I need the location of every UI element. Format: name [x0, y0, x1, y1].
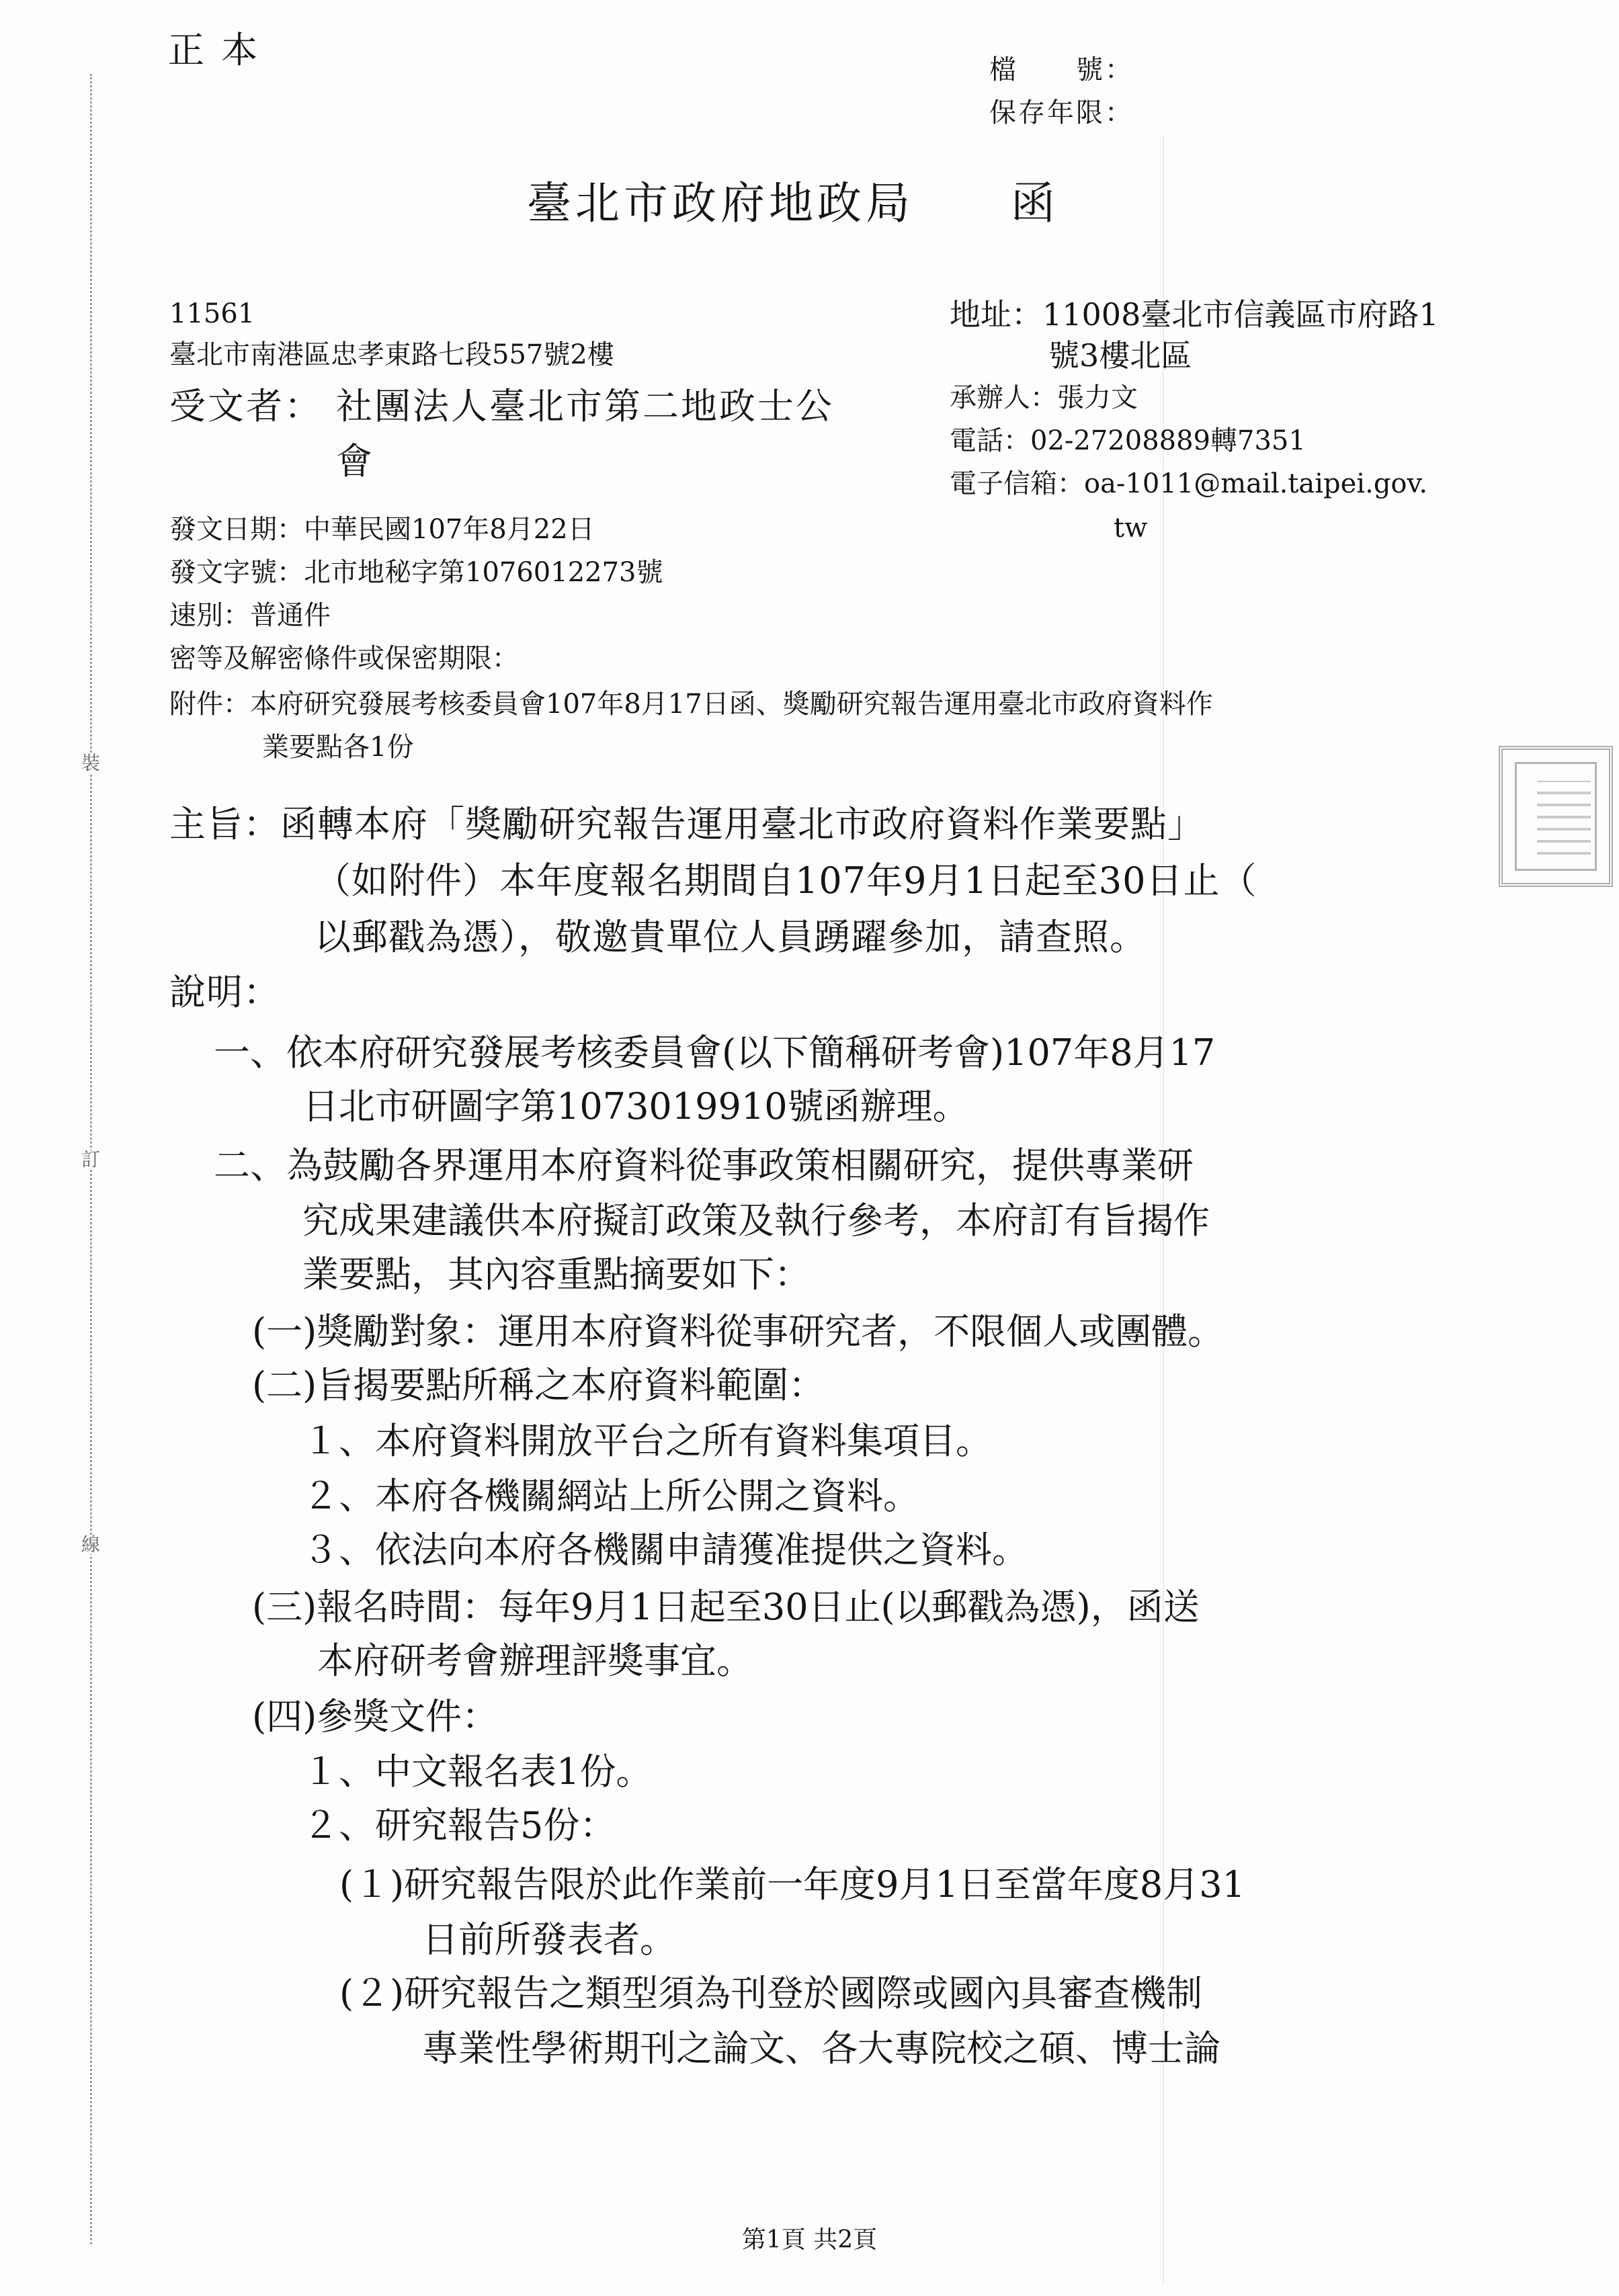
delivery-speed: 速別：普通件	[169, 600, 331, 631]
secrecy-level: 密等及解密條件或保密期限：	[169, 643, 519, 674]
copy-type-label: 正 本	[168, 29, 261, 71]
recipient-address: 臺北市南港區忠孝東路七段557號2樓	[169, 339, 614, 370]
issue-date: 發文日期：中華民國107年8月22日	[169, 514, 595, 545]
binding-mark-ding: 訂	[79, 1150, 103, 1169]
sender-phone: 電話：02-27208889轉7351	[950, 425, 1306, 456]
explanation-sub2-item2: ２、本府各機關網站上所公開之資料。	[302, 1475, 919, 1517]
subject-line3: 以郵戳為憑），敬邀貴單位人員踴躍參加，請查照。	[315, 916, 1147, 958]
recipient-name-line2: 會	[336, 440, 372, 482]
page-number: 第1頁 共2頁	[741, 2226, 878, 2254]
sender-email-line1: 電子信箱：oa-1011@mail.taipei.gov.	[950, 468, 1428, 499]
explanation-item2-line2: 究成果建議供本府擬訂政策及執行參考，本府訂有旨揭作	[302, 1199, 1210, 1242]
explanation-sub4: (四)參獎文件：	[252, 1695, 499, 1738]
explanation-sub2: (二)旨揭要點所稱之本府資料範圍：	[252, 1364, 825, 1406]
explanation-sub2-item1: １、本府資料開放平台之所有資料集項目。	[302, 1420, 992, 1462]
attachment-line2: 業要點各1份	[262, 732, 414, 763]
explanation-sub4-item2-2-line2: 專業性學術期刊之論文、各大專院校之碩、博士論	[422, 2027, 1220, 2070]
explanation-item2-line1: 二、為鼓勵各界運用本府資料從事政策相關研究，提供專業研	[214, 1144, 1194, 1187]
binding-mark-zhuang: 裝	[79, 754, 103, 773]
sender-address-line2: 號3樓北區	[1048, 337, 1192, 374]
recipient-postcode: 11561	[169, 298, 255, 329]
explanation-sub1: (一)獎勵對象：運用本府資料從事研究者，不限個人或團體。	[252, 1310, 1224, 1353]
document-title: 臺北市政府地政局 函	[527, 177, 1059, 229]
explanation-sub4-item2-2-line1: (２)研究報告之類型須為刊登於國際或國內具審查機制	[339, 1972, 1203, 2014]
subject-line1: 主旨：函轉本府「獎勵研究報告運用臺北市政府資料作業要點」	[169, 803, 1204, 845]
explanation-item1-line1: 一、依本府研究發展考核委員會(以下簡稱研考會)107年8月17	[214, 1031, 1216, 1074]
subject-line2: （如附件）本年度報名期間自107年9月1日起至30日止（	[315, 859, 1257, 902]
file-number-label: 檔 號：	[989, 54, 1134, 85]
sender-contact-person: 承辦人：張力文	[950, 382, 1138, 413]
recipient-name-line1: 社團法人臺北市第二地政士公	[336, 385, 834, 427]
explanation-item1-line2: 日北市研圖字第1073019910號函辦理。	[302, 1085, 969, 1128]
attachment-line1: 附件：本府研究發展考核委員會107年8月17日函、獎勵研究報告運用臺北市政府資料作	[169, 689, 1213, 720]
explanation-sub4-item2: ２、研究報告5份：	[302, 1804, 616, 1846]
explanation-sub2-item3: ３、依法向本府各機關申請獲准提供之資料。	[302, 1529, 1028, 1571]
binding-mark-xian: 線	[79, 1535, 103, 1554]
official-seal-stamp	[1499, 746, 1613, 887]
explanation-item2-line3: 業要點，其內容重點摘要如下：	[302, 1253, 811, 1295]
document-number: 發文字號：北市地秘字第1076012273號	[169, 557, 663, 588]
sender-address-line1: 地址：11008臺北市信義區市府路1	[950, 296, 1439, 333]
explanation-sub4-item1: １、中文報名表1份。	[302, 1750, 653, 1793]
explanation-sub4-item2-1-line1: (１)研究報告限於此作業前一年度9月1日至當年度8月31	[339, 1863, 1245, 1906]
sender-email-line2: tw	[1114, 513, 1148, 544]
explanation-sub3-line2: 本府研考會辦理評獎事宜。	[317, 1640, 753, 1682]
recipient-label: 受文者：	[169, 385, 323, 427]
retention-period-label: 保存年限：	[989, 97, 1134, 128]
explanation-heading: 說明：	[169, 971, 280, 1013]
explanation-sub4-item2-1-line2: 日前所發表者。	[422, 1918, 676, 1961]
explanation-sub3-line1: (三)報名時間：每年9月1日起至30日止(以郵戳為憑)，函送	[252, 1586, 1200, 1628]
